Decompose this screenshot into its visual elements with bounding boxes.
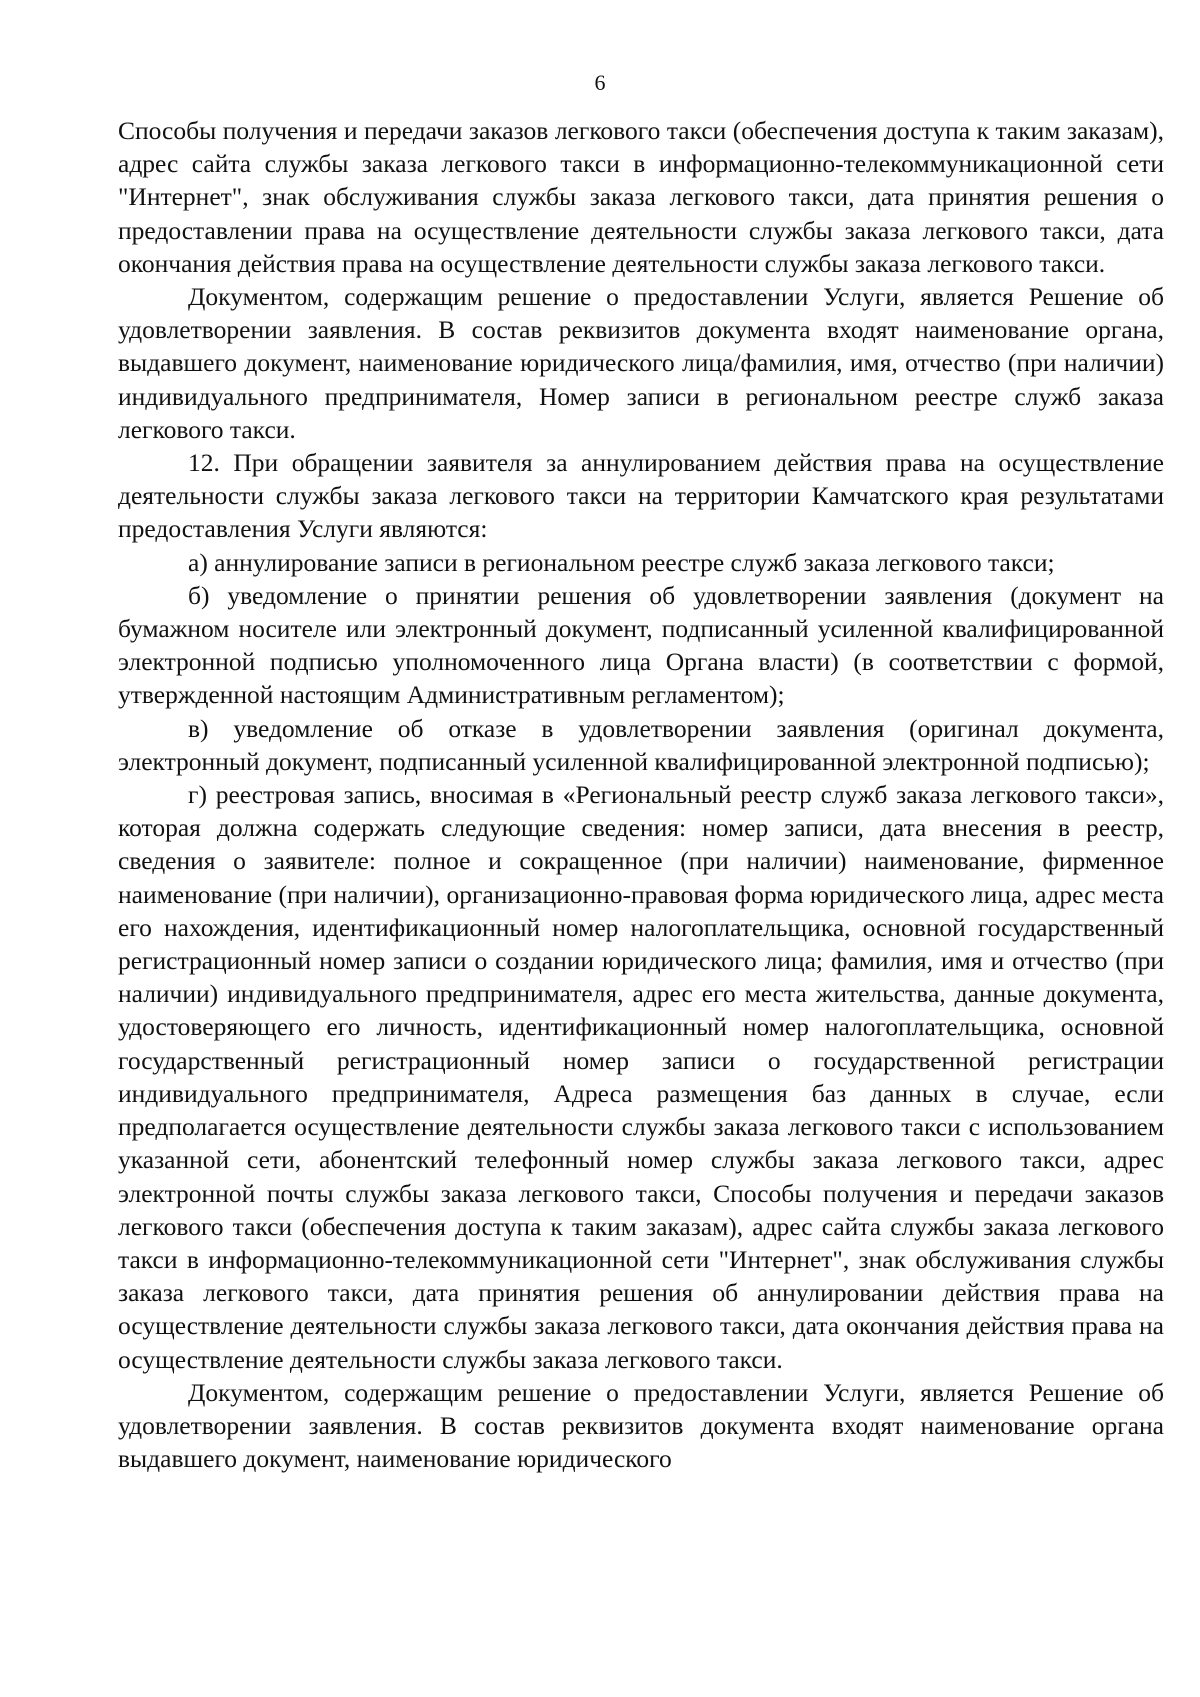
paragraph-item-a: а) аннулирование записи в региональном реестре служб заказа легкового такси; bbox=[188, 547, 1055, 577]
paragraph-item-b: б) уведомление о принятии решения об удовлетворении заявления (документ на бумажном носителе или электронный документ, подписанный усиленной квалифицированной электронной подписью уполномоченного лица Органа власти) (в соответствии с формой, утвержденной настоящим Административным регламентом); bbox=[118, 580, 1164, 710]
paragraph-item-g: г) реестровая запись, вносимая в «Региональный реестр служб заказа легкового такси», которая должна содержать следующие сведения: номер записи, дата внесения в реестр, сведения о заявителе: полное и сокращенное (при наличии) наименование, фирменное наименование (при наличии), организационно-правовая форма юридического лица, адрес места его нахождения, идентификационный номер налогоплательщика, основной государственный регистрационный номер записи о создании юридического лица; фамилия, имя и отчество (при наличии) индивидуального предпринимателя, адрес его места жительства, данные документа, удостоверяющего его личность, идентификационный номер налогоплательщика, основной государственный регистрационный номер записи о государственной регистрации индивидуального предпринимателя, Адреса размещения баз данных в случае, если предполагается осуществление деятельности службы заказа легкового такси с использованием указанной сети, абонентский телефонный номер службы заказа легкового такси, адрес электронной почты службы заказа легкового такси, Способы получения и передачи заказов легкового такси (обеспечения доступа к таким заказам), адрес сайта службы заказа легкового такси в информационно-телекоммуникационной сети "Интернет", знак обслуживания службы заказа легкового такси, дата принятия решения об аннулировании действия права на осуществление деятельности службы заказа легкового такси, дата окончания действия права на осуществление деятельности службы заказа легкового такси. bbox=[118, 780, 1164, 1374]
paragraph-taxi-order-methods: Способы получения и передачи заказов легкового такси (обеспечения доступа к таким заказам), адрес сайта службы заказа легкового такси в информационно-телекоммуникационной сети "Интернет", знак обслуживания службы заказа легкового такси, дата принятия решения о предоставлении права на осуществление деятельности службы заказа легкового такси, дата окончания действия права на осуществление деятельности службы заказа легкового такси. bbox=[118, 116, 1164, 278]
paragraph-item-12: 12. При обращении заявителя за аннулированием действия права на осуществление деятельности службы заказа легкового такси на территории Камчатского края результатами предоставления Услуги являются: bbox=[118, 448, 1164, 544]
paragraph-item-v: в) уведомление об отказе в удовлетворении заявления (оригинал документа, электронный документ, подписанный усиленной квалифицированной электронной подписью); bbox=[118, 713, 1164, 776]
document-body bbox=[118, 114, 1164, 1475]
paragraph-decision-document-2: Документом, содержащим решение о предоставлении Услуги, является Решение об удовлетворении заявления. В состав реквизитов документа входят наименование органа выдавшего документ, наименование юридического bbox=[118, 1377, 1164, 1474]
paragraph-decision-document: Документом, содержащим решение о предоставлении Услуги, является Решение об удовлетворении заявления. В состав реквизитов документа входят наименование органа, выдавшего документ, наименование юридического лица/фамилия, имя, отчество (при наличии) индивидуального предпринимателя, Номер записи в региональном реестре служб заказа легкового такси. bbox=[118, 282, 1164, 444]
page-number: 6 bbox=[594, 70, 606, 95]
